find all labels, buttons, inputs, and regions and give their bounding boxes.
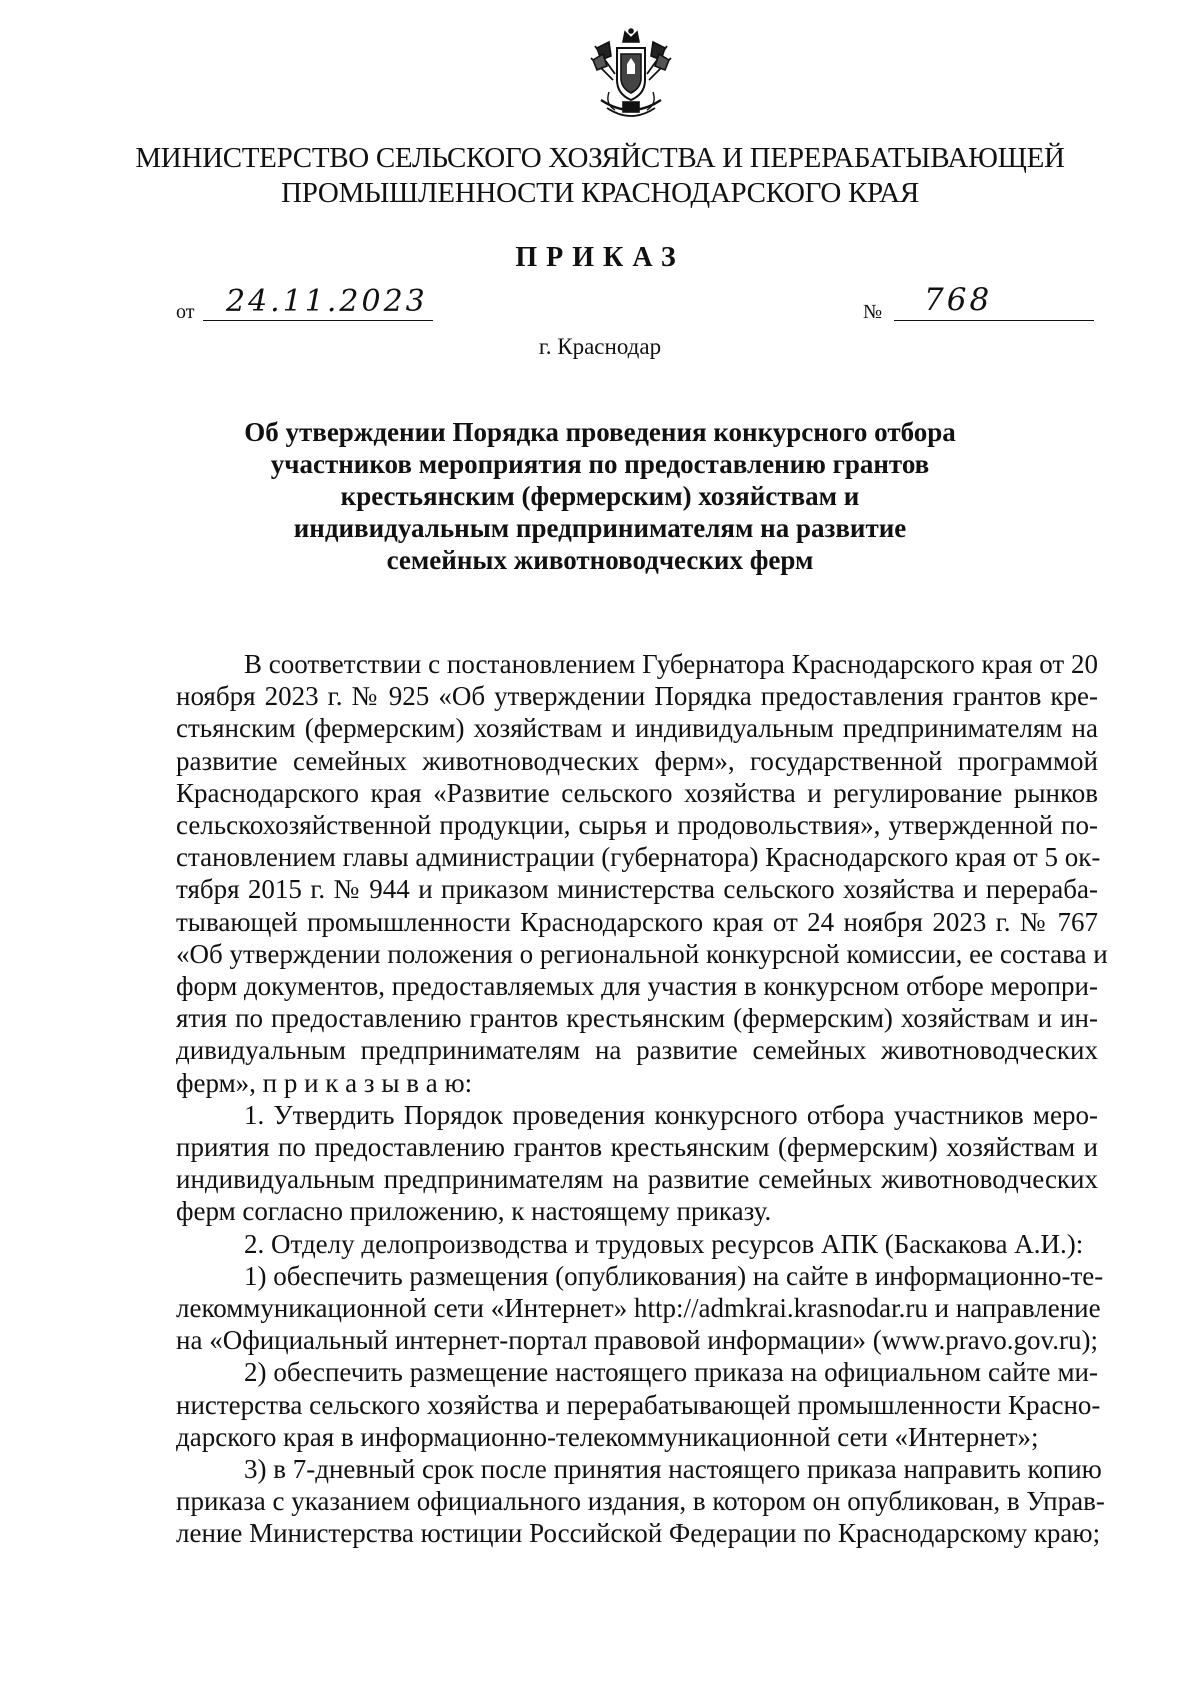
body-line: на «Официальный интернет-портал правовой информации» (www.pravo.gov.ru); bbox=[176, 1325, 1098, 1356]
number-underline bbox=[894, 320, 1094, 321]
body-line: «Об утверждении положения о региональной конкурсной комиссии, ее состава и bbox=[176, 938, 1108, 969]
body-line: тября 2015 г. № 944 и приказом министерства сельского хозяйства и перераба- bbox=[176, 874, 1098, 905]
subject-line: крестьянским (фермерским) хозяйствам и bbox=[340, 481, 860, 511]
city: г. Краснодар bbox=[538, 334, 662, 359]
body-line: дарского края в информационно-телекоммуникационной сети «Интернет»; bbox=[176, 1421, 1039, 1452]
body-line: сельскохозяйственной продукции, сырья и продовольствия», утвержденной по- bbox=[176, 810, 1098, 841]
date-handwritten: 24.11.2023 bbox=[226, 284, 428, 319]
subject-line: индивидуальным предпринимателям на развитие bbox=[293, 513, 907, 543]
body-line: становлением главы администрации (губернатора) Краснодарского края от 5 ок- bbox=[176, 842, 1101, 873]
body-line: В соответствии с постановлением Губернатора Краснодарского края от 20 bbox=[244, 649, 1098, 679]
body-line: Краснодарского края «Развитие сельского хозяйства и регулирование рынков bbox=[176, 777, 1098, 808]
ministry-name-line-2: ПРОМЫШЛЕННОСТИ КРАСНОДАРСКОГО КРАЯ bbox=[281, 177, 919, 209]
document-type-title: ПРИКАЗ bbox=[515, 242, 685, 273]
body-line: индивидуальным предпринимателям на развитие семейных животноводческих bbox=[176, 1164, 1098, 1195]
body-line: стьянским (фермерским) хозяйствам и индивидуальным предпринимателям на bbox=[176, 713, 1098, 744]
date-prefix: от bbox=[176, 301, 195, 323]
body-line: развитие семейных животноводческих ферм», государственной программой bbox=[176, 745, 1098, 776]
ministry-name bbox=[100, 141, 1100, 211]
ministry-name-line-1: МИНИСТЕРСТВО СЕЛЬСКОГО ХОЗЯЙСТВА И ПЕРЕРАБАТЫВАЮЩЕЙ bbox=[135, 142, 1065, 174]
body-line: 1. Утвердить Порядок проведения конкурсного отбора участников меро- bbox=[244, 1099, 1098, 1130]
body-line: дивидуальным предпринимателям на развитие семейных животноводческих bbox=[176, 1035, 1098, 1066]
subject-line: участников мероприятия по предоставлению грантов bbox=[270, 449, 930, 479]
body-line: ферм согласно приложению, к настоящему приказу. bbox=[176, 1196, 772, 1227]
number-prefix: № bbox=[863, 301, 883, 323]
body-line: 2. Отделу делопроизводства и трудовых ресурсов АПК (Баскакова А.И.): bbox=[244, 1228, 1084, 1259]
krasnodar-krai-coat-of-arms-icon bbox=[587, 28, 675, 126]
body-line: тывающей промышленности Краснодарского края от 24 ноября 2023 г. № 767 bbox=[176, 906, 1098, 937]
date-underline bbox=[203, 320, 433, 321]
body-line: приятия по предоставлению грантов крестьянским (фермерским) хозяйствам и bbox=[176, 1132, 1098, 1163]
order-subject bbox=[200, 416, 1000, 576]
body-line: 1) обеспечить размещения (опубликования) на сайте в информационно-те- bbox=[244, 1260, 1104, 1291]
body-line: ление Министерства юстиции Российской Федерации по Краснодарскому краю; bbox=[176, 1518, 1101, 1549]
body-line: приказа с указанием официального издания, в котором он опубликован, в Управ- bbox=[176, 1486, 1105, 1517]
body-line: лекоммуникационной сети «Интернет» http://admkrai.krasnodar.ru и направление bbox=[176, 1293, 1101, 1324]
body-line: 2) обеспечить размещение настоящего приказа на официальном сайте ми- bbox=[244, 1357, 1098, 1388]
date-number-row bbox=[176, 282, 1094, 330]
subject-line: семейных животноводческих ферм bbox=[386, 545, 814, 575]
body-line: форм документов, предоставляемых для участия в конкурсном отборе меропри- bbox=[176, 971, 1098, 1002]
number-handwritten: 768 bbox=[924, 282, 993, 318]
order-body bbox=[176, 648, 1108, 1550]
body-line: ноября 2023 г. № 925 «Об утверждении Порядка предоставления грантов кре- bbox=[176, 681, 1098, 712]
body-line: нистерства сельского хозяйства и перерабатывающей промышленности Красно- bbox=[176, 1389, 1101, 1420]
body-line: ятия по предоставлению грантов крестьянским (фермерским) хозяйствам и ин- bbox=[176, 1003, 1098, 1034]
body-line: 3) в 7-дневный срок после принятия настоящего приказа направить копию bbox=[244, 1454, 1102, 1485]
subject-line: Об утверждении Порядка проведения конкурсного отбора bbox=[244, 417, 956, 447]
body-line: ферм», п р и к а з ы в а ю: bbox=[176, 1067, 473, 1098]
